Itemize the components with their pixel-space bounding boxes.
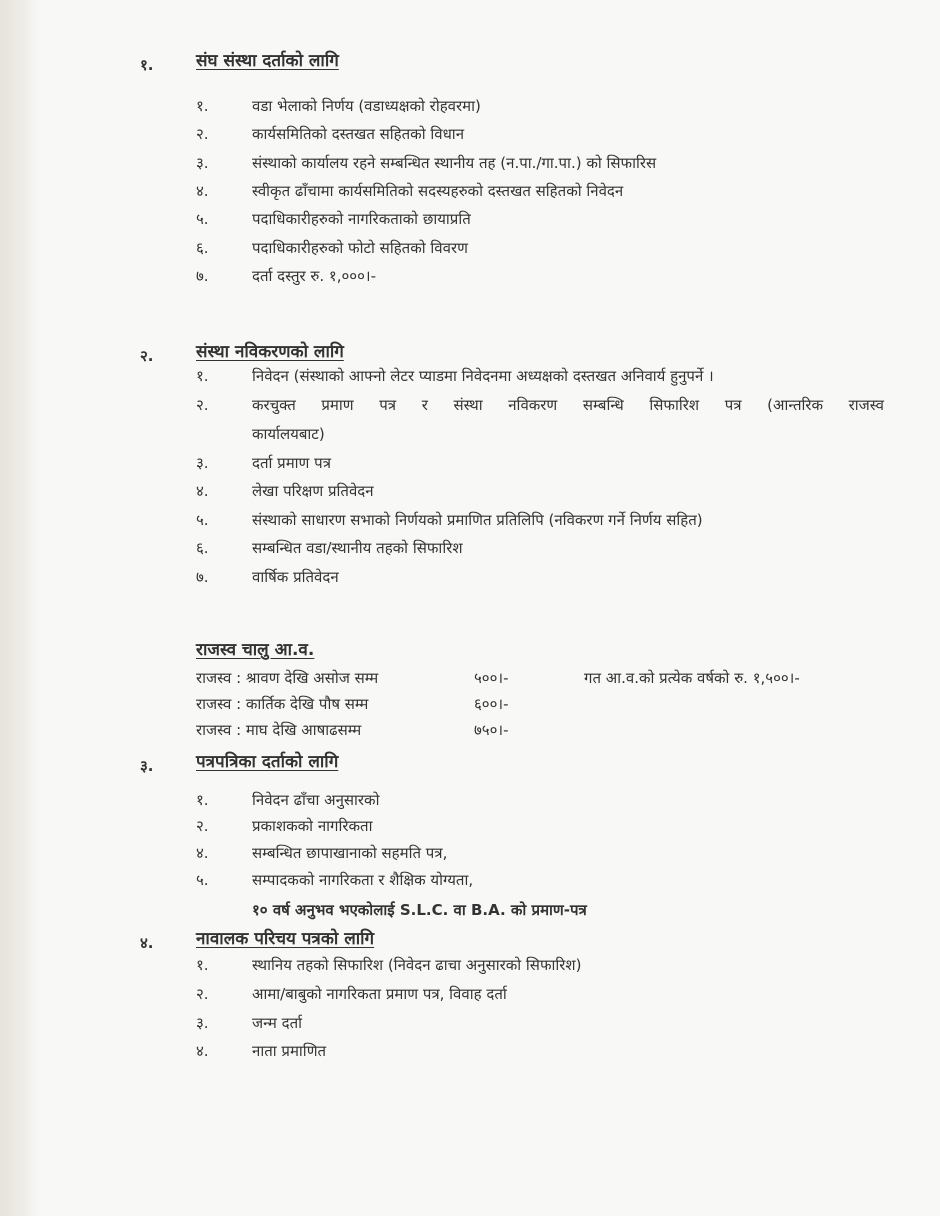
item-text: सम्बन्धित छापाखानाको सहमति पत्र,: [252, 844, 448, 862]
item-text: करचुक्त प्रमाण पत्र र संस्था नविकरण सम्बन्धि सिफारिश पत्र (आन्तरिक राजस्व: [252, 396, 884, 414]
section-title: संघ संस्था दर्ताको लागि: [196, 51, 339, 71]
revenue-row-label: राजस्व : श्रावण देखि असोज सम्म: [196, 669, 379, 687]
item-number: ३.: [196, 454, 209, 472]
experience-note: १० वर्ष अनुभव भएकोलाई S.L.C. वा B.A. को प्रमाण-पत्र: [252, 901, 587, 919]
item-number: ४.: [196, 482, 209, 500]
item-number: ६.: [196, 539, 209, 557]
item-number: १.: [196, 791, 209, 809]
item-text: संस्थाको कार्यालय रहने सम्बन्धित स्थानीय तह (न.पा./गा.पा.) को सिफारिस: [252, 154, 657, 172]
section-number: २.: [140, 347, 154, 365]
item-text: पदाधिकारीहरुको नागरिकताको छायाप्रति: [252, 210, 471, 228]
item-text: निवेदन (संस्थाको आफ्नो लेटर प्याडमा निवेदनमा अध्यक्षको दस्तखत अनिवार्य हुनुपर्ने ।: [252, 367, 714, 385]
item-number: ५.: [196, 871, 209, 889]
revenue-note: गत आ.व.को प्रत्येक वर्षको रु. १,५००।-: [584, 669, 800, 687]
section-number: १.: [140, 56, 154, 74]
item-text: पदाधिकारीहरुको फोटो सहितको विवरण: [252, 239, 468, 257]
item-text: नाता प्रमाणित: [252, 1042, 327, 1060]
item-text: आमा/बाबुको नागरिकता प्रमाण पत्र, विवाह दर्ता: [252, 985, 507, 1003]
revenue-row-amount: ७५०।-: [474, 721, 509, 739]
revenue-row-amount: ५००।-: [474, 669, 509, 687]
revenue-row-label: राजस्व : माघ देखि आषाढसम्म: [196, 721, 362, 739]
section-title: पत्रपत्रिका दर्ताको लागि: [196, 752, 339, 772]
item-number: ५.: [196, 210, 209, 228]
revenue-row-label: राजस्व : कार्तिक देखि पौष सम्म: [196, 695, 369, 713]
section-title: संस्था नविकरणको लागि: [196, 342, 344, 362]
item-text: संस्थाको साधारण सभाको निर्णयको प्रमाणित प्रतिलिपि (नविकरण गर्ने निर्णय सहित): [252, 511, 703, 529]
item-text: कार्यालयबाट): [252, 425, 325, 443]
page-edge-shadow: [0, 0, 40, 1216]
item-text: कार्यसमितिको दस्तखत सहितको विधान: [252, 125, 465, 143]
item-number: २.: [196, 396, 209, 414]
section-title: नावालक परिचय पत्रको लागि: [196, 929, 375, 949]
section-number: ४.: [140, 934, 154, 952]
item-number: ३.: [196, 154, 209, 172]
revenue-row-amount: ६००।-: [474, 695, 509, 713]
section-number: ३.: [140, 757, 154, 775]
item-number: २.: [196, 985, 209, 1003]
item-number: ४.: [196, 844, 209, 862]
item-number: १.: [196, 367, 209, 385]
item-number: २.: [196, 817, 209, 835]
item-text: स्थानिय तहको सिफारिश (निवेदन ढाचा अनुसारको सिफारिश): [252, 956, 582, 974]
item-number: ६.: [196, 239, 209, 257]
item-number: ५.: [196, 511, 209, 529]
item-text: जन्म दर्ता: [252, 1014, 303, 1032]
item-text: वडा भेलाको निर्णय (वडाध्यक्षको रोहवरमा): [252, 97, 481, 115]
item-text: स्वीकृत ढाँचामा कार्यसमितिको सदस्यहरुको दस्तखत सहितको निवेदन: [252, 182, 624, 200]
item-text: सम्पादकको नागरिकता र शैक्षिक योग्यता,: [252, 871, 474, 889]
item-text: लेखा परिक्षण प्रतिवेदन: [252, 482, 374, 500]
item-number: २.: [196, 125, 209, 143]
item-text: निवेदन ढाँचा अनुसारको: [252, 791, 380, 809]
item-text: वार्षिक प्रतिवेदन: [252, 568, 339, 586]
revenue-title: राजस्व चालु आ.व.: [196, 640, 315, 660]
item-text: दर्ता प्रमाण पत्र: [252, 454, 331, 472]
item-number: ३.: [196, 1014, 209, 1032]
item-number: ७.: [196, 568, 209, 586]
item-number: ४.: [196, 1042, 209, 1060]
item-number: ४.: [196, 182, 209, 200]
item-number: १.: [196, 956, 209, 974]
item-number: १.: [196, 97, 209, 115]
item-text: सम्बन्धित वडा/स्थानीय तहको सिफारिश: [252, 539, 463, 557]
item-text: प्रकाशकको नागरिकता: [252, 817, 373, 835]
item-number: ७.: [196, 267, 209, 285]
item-text: दर्ता दस्तुर रु. १,०००।-: [252, 267, 376, 285]
